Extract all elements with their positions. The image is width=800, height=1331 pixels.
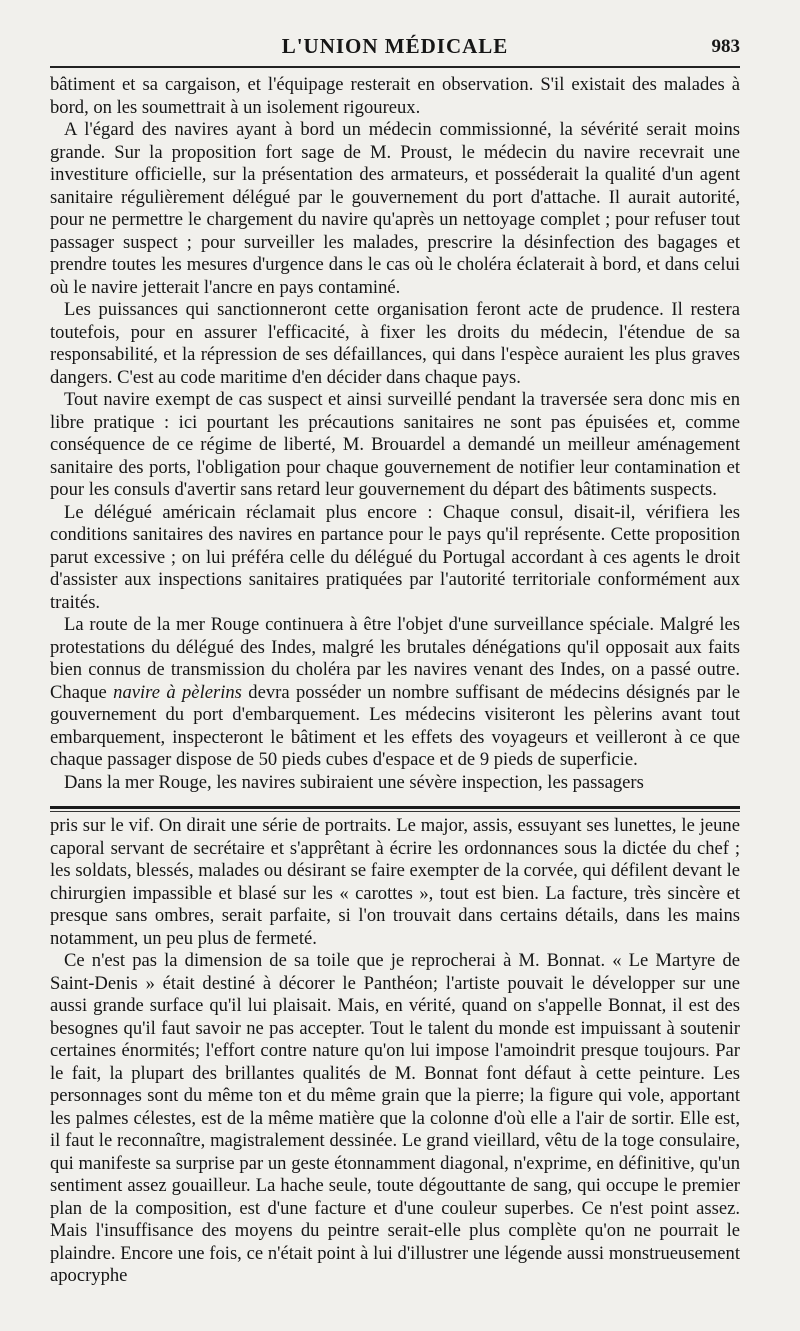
- paragraph: A l'égard des navires ayant à bord un médecin commissionné, la sévérité serait moins grande. Sur la proposition fort sage de M. Proust, le médecin du navire recevrait une investiture officielle, sur la présentation des armateurs, et posséderait la qualité d'un agent sanitaire régulièrement délégué par le gouvernement du port d'attache. Il aurait autorité, pour ne permettre le chargement du navire qu'après un nettoyage complet ; pour refuser tout passager suspect ; pour surveiller les malades, prescrire la désinfection des bagages et prendre toutes les mesures d'urgence dans le cas où le choléra éclaterait à bord, et dans celui où le navire jetterait l'ancre en pays contaminé.: [50, 119, 740, 298]
- paragraph: Ce n'est pas la dimension de sa toile que je reprocherai à M. Bonnat. « Le Martyre de Saint-Denis » était destiné à décorer le Panthéon; l'artiste pouvait le développer sur une aussi grande surface qu'il lui plaisait. Mais, en vérité, quand on s'appelle Bonnat, il est des besognes qu'il faut savoir ne pas accepter. Tout le talent du monde est impuissant à soutenir certaines énormités; l'effort contre nature qu'on lui impose l'amoindrit presque toujours. Par le fait, la plupart des brillantes qualités de M. Bonnat font défaut à cette peinture. Les personnages sont du même ton et du même grain que la pierre; la figure qui vole, apportant les palmes célestes, est de la même matière que la colonne d'où elle a l'air de sortir. Elle est, il faut le reconnaître, magistralement dessinée. Le grand vieillard, vêtu de la toge consulaire, qui manifeste sa surprise par un geste étonnamment diagonal, n'exprime, en définitive, qu'un sentiment assez gouailleur. La hache seule, toute dégouttante de sang, qui occupe le premier plan de la composition, est d'une facture et d'une couleur superbes. Ce n'est point assez. Mais l'insuffisance des moyens du peintre serait-elle plus complète qu'on ne pourrait le plaindre. Encore une fois, ce n'était point à lui d'illustrer une légende aussi monstrueusement apocryphe: [50, 950, 740, 1286]
- section-divider: [50, 806, 740, 809]
- page-header: [50, 34, 740, 64]
- paragraph: Dans la mer Rouge, les navires subiraient une sévère inspection, les passagers: [64, 771, 644, 793]
- page-number: 983: [711, 36, 740, 57]
- paragraph: Le délégué américain réclamait plus encore : Chaque consul, disait-il, vérifiera les conditions sanitaires des navires en partance pour le pays qu'il représente. Cette proposition parut excessive ; on lui préféra celle du délégué du Portugal accordant à ces agents le droit d'assister aux inspections sanitaires pratiquées par l'autorité territoriale conformément aux traités.: [50, 501, 740, 613]
- paragraph: [50, 614, 740, 772]
- paragraph: Les puissances qui sanctionneront cette organisation feront acte de prudence. Il restera toutefois, pour en assurer l'efficacité, à fixer les droits du médecin, l'étendue de sa responsabilité, et la répression de ses défaillances, qui dans l'espèce auraient les plus graves dangers. C'est au code maritime d'en décider dans chaque pays.: [50, 299, 740, 388]
- lower-article: [50, 815, 740, 1288]
- section-divider-thin: [50, 811, 740, 812]
- italic-term: navire à pèlerins: [113, 681, 242, 703]
- paragraph: bâtiment et sa cargaison, et l'équipage resterait en observation. S'il existait des malades à bord, on les soumettrait à un isolement rigoureux.: [50, 74, 740, 118]
- upper-article: [50, 74, 740, 794]
- paragraph: pris sur le vif. On dirait une série de portraits. Le major, assis, essuyant ses lunettes, le jeune caporal servant de secrétaire et s'apprêtant à écrire les ordonnances sous la dictée du chef ; les soldats, blessés, malades ou désirant se faire exempter de la corvée, qui défilent devant le chirurgien impassible et blasé sur les « carottes », tout est bien. La facture, très sincère et presque sans ombres, serait parfaite, si l'on trouvait dans certains détails, dans les mains notamment, un peu plus de fermeté.: [50, 815, 740, 949]
- paragraph: Tout navire exempt de cas suspect et ainsi surveillé pendant la traversée sera donc mis en libre pratique : ici pourtant les précautions sanitaires ne sont pas épuisées et, comme conséquence de ce régime de liberté, M. Brouardel a demandé un meilleur aménagement sanitaire des ports, l'obligation pour chaque gouvernement de notifier leur contamination et pour les consuls d'avertir sans retard leur gouvernement du départ des bâtiments suspects.: [50, 389, 740, 500]
- paragraph-text: devra posséder un nombre suffisant de médecins désignés par le gouvernement du port d'embarquement. Les médecins visiteront les pèlerins avant tout embarquement, inspecteront le bâtiment et les effets des voyageurs et veilleront à ce que chaque passager dispose de 50 pieds cubes d'espace et de 9 pieds de superficie.: [50, 681, 740, 770]
- header-rule: [50, 66, 740, 68]
- running-title: L'UNION MÉDICALE: [281, 34, 509, 58]
- paragraph-text: La route de la mer Rouge continuera à être l'objet d'une surveillance spéciale. Malgré les protestations du délégué des Indes, malgré les brutales dénégations qu'il opposait aux faits bien connus de transmission du choléra par les navires venant des Indes, on a passé outre. Chaque: [50, 614, 740, 703]
